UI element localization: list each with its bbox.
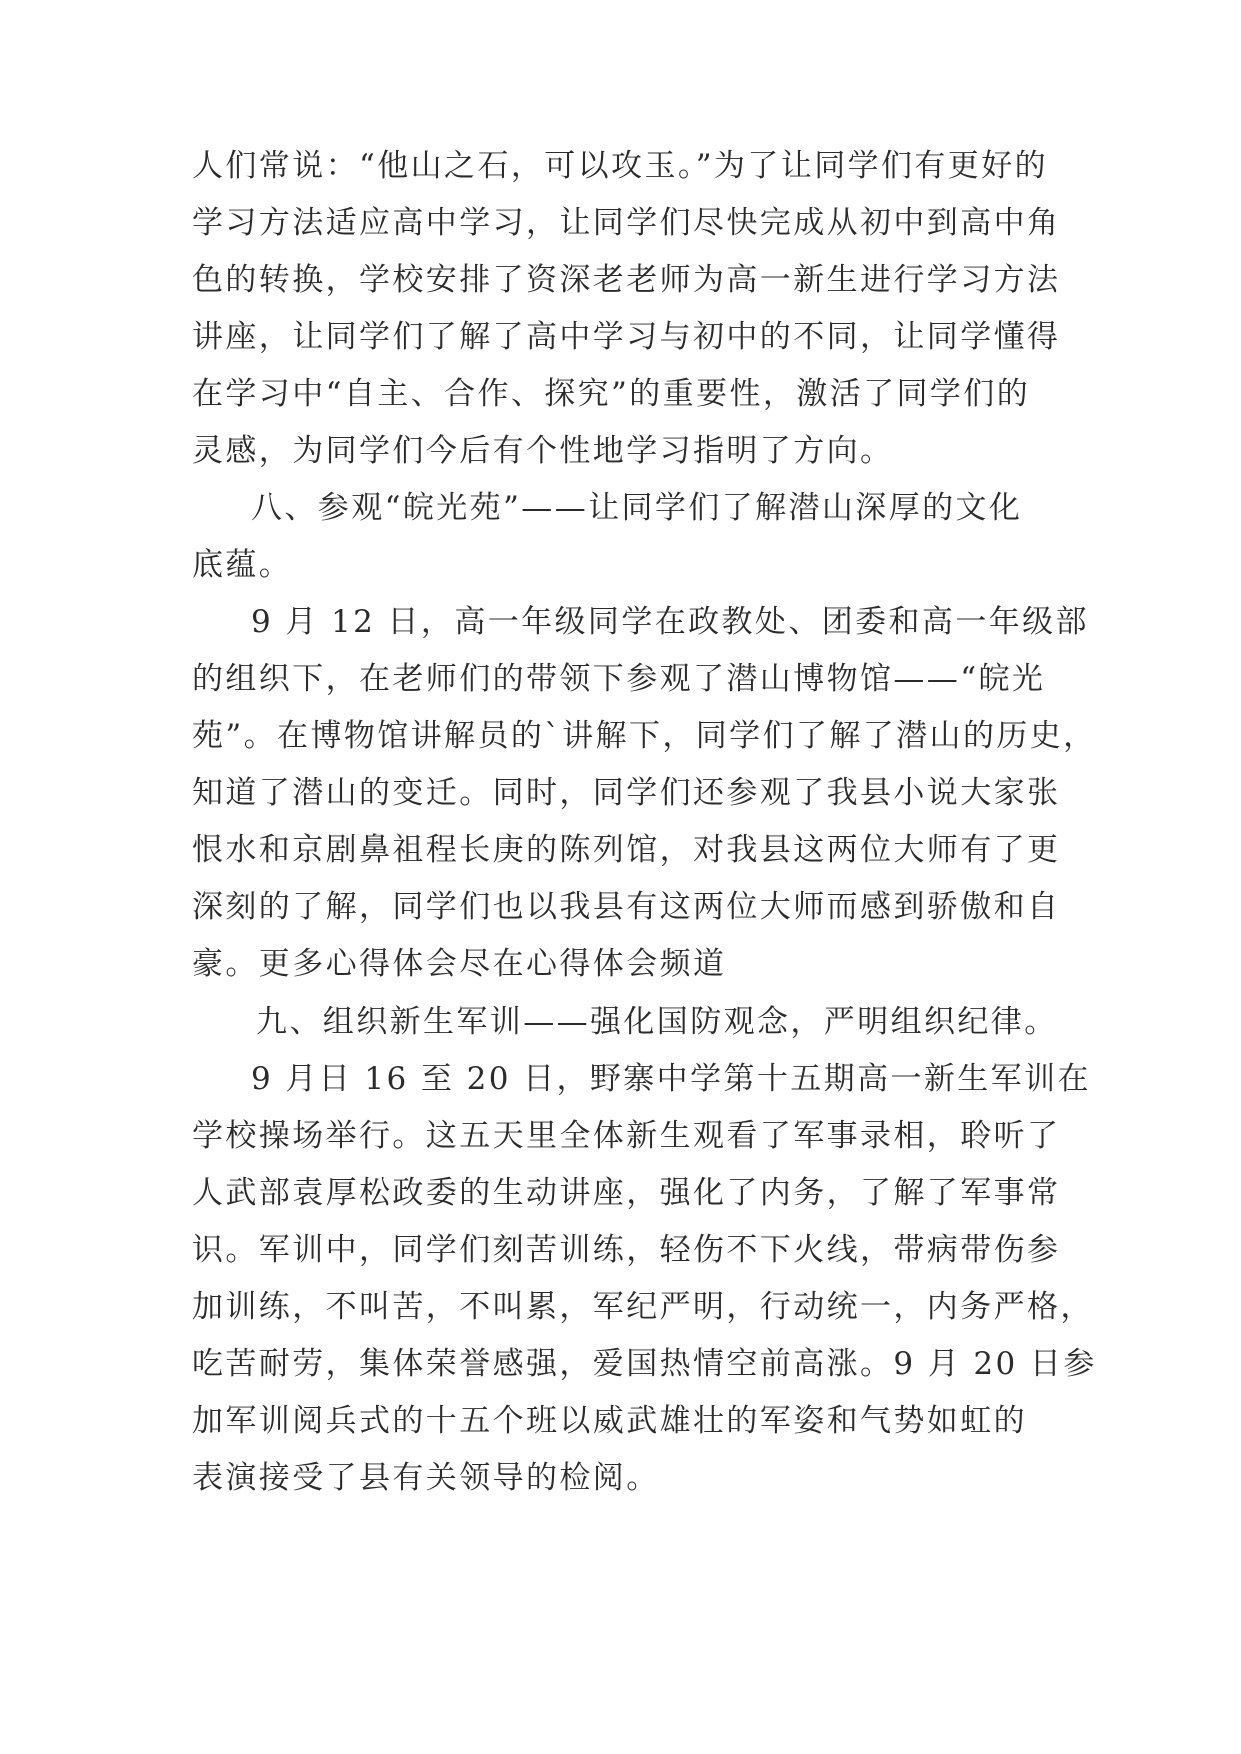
paragraph-line: 9 月 12 日，高一年级同学在政教处、团委和高一年级部	[251, 604, 1089, 640]
paragraph-line: 色的转换，学校安排了资深老老师为高一新生进行学习方法	[192, 262, 1061, 298]
paragraph-line: 表演接受了县有关领导的检阅。	[192, 1460, 660, 1496]
paragraph-line: 深刻的了解，同学们也以我县有这两位大师而感到骄傲和自	[192, 889, 1061, 925]
paragraph-line: 加军训阅兵式的十五个班以威武雄壮的军姿和气势如虹的	[192, 1403, 1027, 1439]
section-heading-9: 九、组织新生军训——强化国防观念，严明组织纪律。	[256, 1004, 1058, 1040]
paragraph-line: 人们常说：“他山之石，可以攻玉。”为了让同学们有更好的	[192, 148, 1048, 184]
paragraph-line: 加训练，不叫苦，不叫累，军纪严明，行动统一，内务严格，	[192, 1289, 1094, 1325]
paragraph-line: 讲座，让同学们了解了高中学习与初中的不同，让同学懂得	[192, 319, 1061, 355]
paragraph-line: 知道了潜山的变迁。同时，同学们还参观了我县小说大家张	[192, 775, 1061, 811]
paragraph-line: 苑”。在博物馆讲解员的`讲解下，同学们了解了潜山的历史，	[192, 718, 1097, 754]
paragraph-line: 底蕴。	[192, 547, 293, 583]
paragraph-line: 人武部袁厚松政委的生动讲座，强化了内务，了解了军事常	[192, 1175, 1061, 1211]
paragraph-line: 恨水和京剧鼻祖程长庚的陈列馆，对我县这两位大师有了更	[192, 832, 1061, 868]
section-heading-8: 八、参观“皖光苑”——让同学们了解潜山深厚的文化	[251, 490, 1023, 526]
paragraph-line: 识。军训中，同学们刻苦训练，轻伤不下火线，带病带伤参	[192, 1232, 1061, 1268]
paragraph-line: 吃苦耐劳，集体荣誉感强，爱国热情空前高涨。9 月 20 日参	[192, 1346, 1097, 1382]
paragraph-line: 在学习中“自主、合作、探究”的重要性，激活了同学们的	[192, 376, 1031, 412]
paragraph-line: 豪。更多心得体会尽在心得体会频道	[192, 946, 727, 982]
paragraph-line: 9 月日 16 至 20 日，野寨中学第十五期高一新生军训在	[251, 1061, 1091, 1097]
paragraph-line: 学习方法适应高中学习，让同学们尽快完成从初中到高中角	[192, 205, 1061, 241]
paragraph-line: 灵感，为同学们今后有个性地学习指明了方向。	[192, 433, 894, 469]
paragraph-line: 的组织下，在老师们的带领下参观了潜山博物馆——“皖光	[192, 661, 1046, 697]
paragraph-line: 学校操场举行。这五天里全体新生观看了军事录相，聆听了	[192, 1118, 1061, 1154]
